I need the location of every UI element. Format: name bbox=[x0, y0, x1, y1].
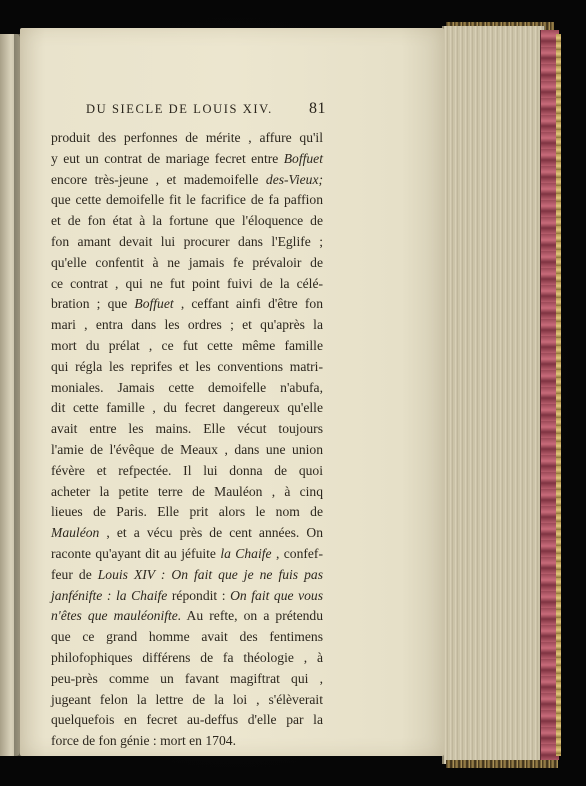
text-run: avait entre les mains. Elle vécut toujours bbox=[51, 421, 323, 437]
cover-gold-fillet bbox=[556, 34, 561, 756]
text-line bbox=[51, 461, 323, 482]
text-run: produit des perfonnes de mérite , affure qu'il bbox=[51, 130, 323, 145]
italic-text-run: Louis XIV : On fait que je ne fuis pas bbox=[97, 566, 323, 582]
italic-text-run: la Chaife bbox=[220, 545, 272, 561]
text-run: mort du prélat , ce fut cette même famille bbox=[51, 337, 323, 353]
text-line bbox=[51, 440, 323, 461]
text-line bbox=[51, 232, 323, 253]
text-run: que cette demoifelle fit le facrifice de fa paffion bbox=[51, 192, 323, 208]
text-run: , confef- bbox=[271, 545, 323, 561]
text-line bbox=[51, 336, 323, 357]
text-run: qui régla les reprifes et les conventions matri- bbox=[51, 358, 323, 374]
italic-text-run: On fait que vous bbox=[230, 587, 324, 603]
text-run: , ceffant ainfi d'être fon bbox=[173, 296, 323, 312]
page-block-edge bbox=[442, 26, 545, 764]
text-run: y eut un contrat de mariage fecret entre bbox=[51, 150, 284, 166]
text-run: , et a vécu près de cent années. On bbox=[99, 525, 323, 541]
text-run: jugeant felon la lettre de la loi , s'élèverait bbox=[51, 691, 323, 707]
text-line bbox=[51, 315, 323, 336]
text-line bbox=[51, 378, 323, 399]
text-line bbox=[51, 565, 323, 586]
text-line bbox=[51, 627, 323, 648]
body-text bbox=[51, 128, 323, 752]
text-run: acheter la petite terre de Mauléon , à cinq bbox=[51, 483, 323, 499]
text-run: dit cette famille , du fecret dangereux qu'elle bbox=[51, 400, 323, 416]
text-run: peu-près comme un favant magiftrat qui , bbox=[51, 670, 323, 686]
text-line bbox=[51, 170, 323, 191]
text-run: l'amie de l'évêque de Meaux , dans une union bbox=[51, 441, 323, 457]
text-line bbox=[51, 419, 323, 440]
text-run: moniales. Jamais cette demoifelle n'abufa, bbox=[51, 379, 323, 395]
running-head: DU SIECLE DE LOUIS XIV. bbox=[86, 102, 273, 116]
text-line bbox=[51, 128, 323, 149]
text-line bbox=[51, 690, 323, 711]
text-line bbox=[51, 294, 323, 315]
italic-text-run: n'êtes que mauléonifte. bbox=[51, 608, 182, 624]
italic-text-run: Boffuet bbox=[134, 296, 174, 312]
text-line bbox=[51, 606, 323, 627]
page-number: 81 bbox=[309, 100, 326, 117]
text-run: quelquefois en fecret au-deffus d'elle par la bbox=[51, 712, 323, 728]
gilt-bottom-edge bbox=[446, 760, 558, 768]
text-run: que ce grand homme avait des fentimens bbox=[51, 629, 323, 645]
italic-text-run: janfénifte : la Chaife bbox=[51, 587, 168, 603]
text-run: ce contrat , qui ne fut point fuivi de la célé- bbox=[51, 275, 323, 291]
page-header bbox=[86, 100, 326, 122]
text-run: feur de bbox=[51, 566, 98, 582]
text-line bbox=[51, 253, 323, 274]
text-line bbox=[51, 648, 323, 669]
text-line bbox=[51, 669, 323, 690]
text-run: répondit : bbox=[167, 587, 231, 603]
text-run: févère et refpectée. Il lui donna de quoi bbox=[51, 462, 323, 478]
text-run: philofophiques différens de fa théologie , à bbox=[51, 649, 323, 665]
text-line bbox=[51, 482, 323, 503]
italic-text-run: Boffuet bbox=[283, 150, 323, 166]
text-line bbox=[51, 544, 323, 565]
text-line bbox=[51, 710, 323, 731]
italic-text-run: Mauléon bbox=[51, 525, 100, 541]
text-run: mari , entra dans les ordres ; et qu'après la bbox=[51, 317, 323, 333]
text-line bbox=[51, 586, 323, 607]
text-run: lieues de Paris. Elle prit alors le nom de bbox=[51, 504, 323, 520]
text-line bbox=[51, 502, 323, 523]
text-run: force de fon génie : mort en 1704. bbox=[51, 733, 236, 749]
text-run: encore très-jeune , et mademoifelle bbox=[51, 171, 266, 187]
text-line bbox=[51, 398, 323, 419]
text-line bbox=[51, 357, 323, 378]
text-run: raconte qu'ayant dit au jéfuite bbox=[51, 545, 221, 561]
text-line bbox=[51, 523, 323, 544]
text-line bbox=[51, 190, 323, 211]
text-line bbox=[51, 731, 323, 752]
text-line bbox=[51, 274, 323, 295]
text-run: fon amant devait lui procurer dans l'Eglife ; bbox=[51, 233, 323, 249]
text-line bbox=[51, 211, 323, 232]
text-run: bration ; que bbox=[51, 296, 135, 312]
text-run: et de fon état à la fortune que l'éloquence de bbox=[51, 213, 323, 229]
text-line bbox=[51, 149, 323, 170]
text-run: Au refte, on a prétendu bbox=[181, 608, 323, 624]
text-run: qu'elle confentit à ne jamais fe prévaloir de bbox=[51, 254, 323, 270]
italic-text-run: des-Vieux; bbox=[265, 171, 323, 187]
